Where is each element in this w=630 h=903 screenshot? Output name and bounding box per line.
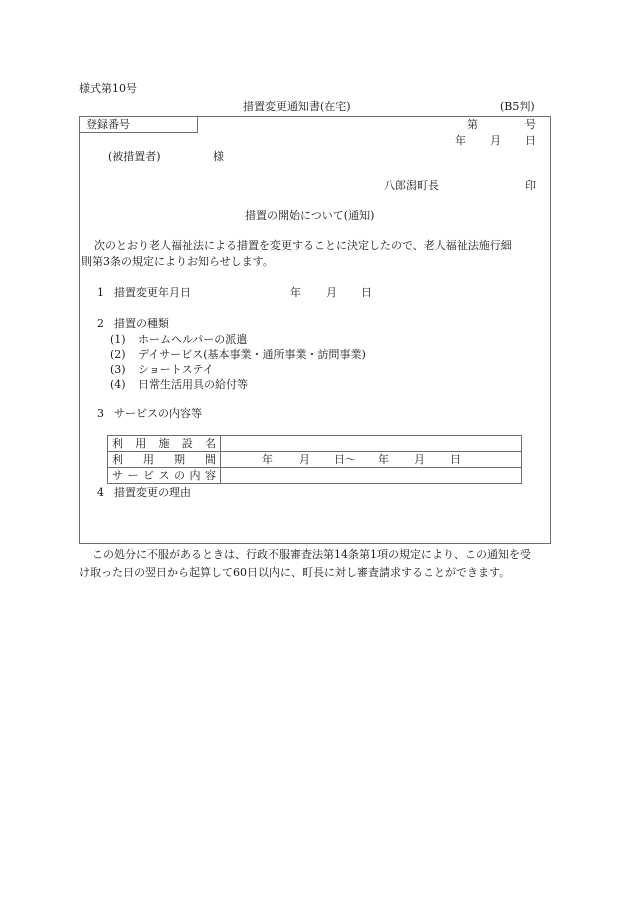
body-text-line-2: 則第3条の規定によりお知らせします。 [81, 255, 274, 268]
seal-mark: 印 [525, 179, 536, 192]
registration-number-label: 登録番号 [86, 118, 130, 131]
label-char: サ [112, 469, 123, 482]
measure-item-text: デイサービス(基本事業・通所事業・訪問事業) [138, 348, 366, 361]
document-title: 措置変更通知書(在宅) [243, 100, 351, 113]
registration-dai: 第 [467, 118, 478, 131]
table-row [108, 436, 522, 452]
issuer-name: 八郎潟町長 [384, 179, 439, 192]
section-4-title: 措置変更の理由 [114, 486, 191, 499]
date-day: 日 [525, 134, 536, 147]
period-start-day: 日〜 [334, 453, 356, 466]
label-char: 利 [112, 453, 123, 466]
notice-subject: 措置の開始について(通知) [245, 209, 375, 222]
label-char: の [174, 469, 185, 482]
label-char: 内 [189, 469, 201, 482]
label-char: 利 [112, 437, 123, 450]
registration-go: 号 [525, 118, 536, 131]
label-char: ー [127, 469, 139, 482]
section-3-number: 3 [97, 407, 104, 420]
appeal-notice-line-1: この処分に不服があるときは、行政不服審査法第14条第1項の規定により、この通知を受 [92, 548, 531, 561]
section-4-number: 4 [97, 486, 104, 499]
label-char: 期 [174, 453, 185, 466]
section-1-number: 1 [97, 286, 104, 299]
service-content-label [108, 468, 221, 484]
measure-item-num: (4) [110, 378, 126, 391]
period-end-day: 日 [450, 453, 461, 466]
paper-size-label: (B5判) [500, 100, 535, 113]
appeal-notice-line-2: け取った日の翌日から起算して60日以内に、町長に対し審査請求することができます。 [79, 566, 511, 579]
period-end-month: 月 [414, 453, 425, 466]
measure-item-text: ホームヘルパーの派遣 [138, 333, 248, 346]
section-2-number: 2 [97, 317, 104, 330]
body-text-line-1: 次のとおり老人福祉法による措置を変更することに決定したので、老人福祉法施行細 [94, 239, 512, 252]
date-year: 年 [455, 134, 466, 147]
table-row [108, 468, 522, 484]
section-1-year: 年 [290, 286, 301, 299]
section-1-day: 日 [361, 286, 372, 299]
section-2-title: 措置の種類 [114, 317, 169, 330]
measure-item-num: (3) [110, 363, 126, 376]
label-char: 用 [143, 453, 154, 466]
facility-name-label [108, 436, 221, 452]
section-3-title: サービスの内容等 [114, 407, 202, 420]
label-char: ス [158, 469, 170, 482]
recipient-label: (被措置者) [108, 150, 161, 163]
measure-item-num: (2) [110, 348, 126, 361]
service-content-value[interactable] [221, 468, 522, 484]
form-number: 様式第10号 [79, 82, 137, 95]
label-char: 用 [135, 437, 147, 450]
period-start-year: 年 [262, 453, 273, 466]
measure-item-text: 日常生活用具の給付等 [138, 378, 248, 391]
recipient-honorific: 様 [213, 150, 224, 163]
label-char: 間 [205, 453, 216, 466]
date-month: 月 [490, 134, 501, 147]
measure-item-text: ショートステイ [138, 363, 214, 376]
usage-period-value[interactable] [221, 452, 522, 468]
period-start-month: 月 [299, 453, 310, 466]
service-details-table [107, 435, 522, 484]
label-char: 施 [158, 437, 170, 450]
measure-item-num: (1) [110, 333, 126, 346]
usage-period-label [108, 452, 221, 468]
section-1-title: 措置変更年月日 [114, 286, 191, 299]
label-char: 容 [205, 469, 216, 482]
label-char: 名 [205, 437, 216, 450]
section-1-month: 月 [326, 286, 337, 299]
label-char: 設 [181, 437, 193, 450]
table-row [108, 452, 522, 468]
label-char: ビ [143, 469, 154, 482]
facility-name-value[interactable] [221, 436, 522, 452]
period-end-year: 年 [378, 453, 389, 466]
